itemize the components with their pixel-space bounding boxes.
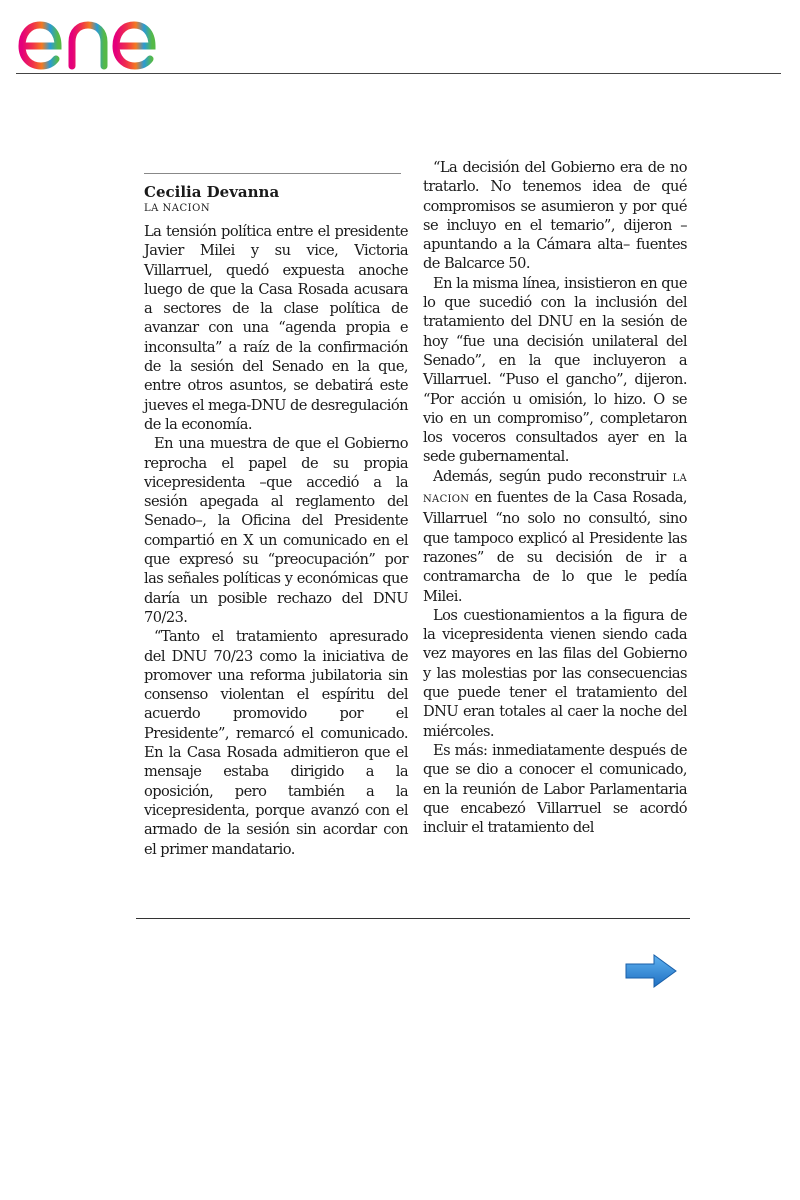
article-paragraph: [423, 467, 687, 606]
article-paragraph: La tensión política entre el presidente Javier Milei y su vice, Victoria Villarruel, quedó expuesta anoche luego de que la Casa Rosada acusara a sectores de la clase política de avanzar con una “agenda propia e inconsulta” a raíz de la confirmación de la sesión del Senado en la que, entre otros asuntos, se debatirá este jueves el mega-DNU de desregulación de la economía.: [144, 223, 408, 433]
article-paragraph: “La decisión del Gobierno era de no tratarlo. No tenemos idea de qué compromisos se asumieron y por qué se incluyo en el temario”, dijeron –apuntando a la Cámara alta– fuentes de Balcarce 50.: [423, 159, 687, 273]
article-paragraph: “Tanto el tratamiento apresurado del DNU 70/23 como la iniciativa de promover una reforma jubilatoria sin consenso violentan el espíritu del acuerdo promovido por el Presidente”, remarcó el comunicado. En la Casa Rosada admitieron que el mensaje estaba dirigido a la oposición, pero también a la vicepresidenta, porque avanzó con el armado de la sesión sin acordar con el primer mandatario.: [144, 628, 408, 858]
article-column-right: [423, 158, 687, 837]
enel-logo: [16, 4, 191, 70]
header-divider: [16, 73, 781, 74]
byline-divider: [144, 173, 401, 174]
article-paragraph: En una muestra de que el Gobierno reprocha el papel de su propia vicepresidenta –que accedió a la sesión apegada al reglamento del Senado–, la Oficina del Presidente compartió en X un comunicado en el que expresó su “preocupación” por las señales políticas y económicas que daría un posible rechazo del DNU 70/23.: [144, 435, 408, 626]
paragraph-text: Además, según pudo reconstruir: [433, 467, 666, 485]
article-paragraph: En la misma línea, insistieron en que lo que sucedió con la inclusión del tratamiento del DNU en la sesión de hoy “fue una decisión unilateral del Senado”, en la que incluyeron a Villarruel. “Puso el gancho”, dijeron. “Por acción u omisión, lo hizo. O se vio en un compromiso”, completaron los voceros consultados ayer en la sede gubernamental.: [423, 274, 687, 466]
article-paragraph: Es más: inmediatamente después de que se dio a conocer el comunicado, en la reunión de Labor Parlamentaria que encabezó Villarruel se acordó incluir el tratamiento del: [423, 741, 687, 837]
article-outlet: LA NACION: [144, 203, 211, 214]
article-clipping: [136, 158, 689, 898]
inline-outlet: LA NACION: [423, 472, 687, 506]
right-arrow-icon[interactable]: [624, 953, 678, 989]
footer-divider: [136, 918, 690, 919]
paragraph-text: en fuentes de la Casa Rosada, Villarruel “no solo no consultó, sino que tampoco explicó al Presidente las razones” de su decisión de ir a contramarcha de lo que le pedía Milei.: [423, 489, 687, 605]
article-column-left: [144, 180, 408, 859]
article-author: Cecilia Devanna: [144, 183, 280, 201]
article-paragraph: Los cuestionamientos a la figura de la vicepresidenta vienen siendo cada vez mayores en las filas del Gobierno y las molestias por las consecuencias que puede tener el tratamiento del DNU eran totales al caer la noche del miércoles.: [423, 606, 687, 740]
